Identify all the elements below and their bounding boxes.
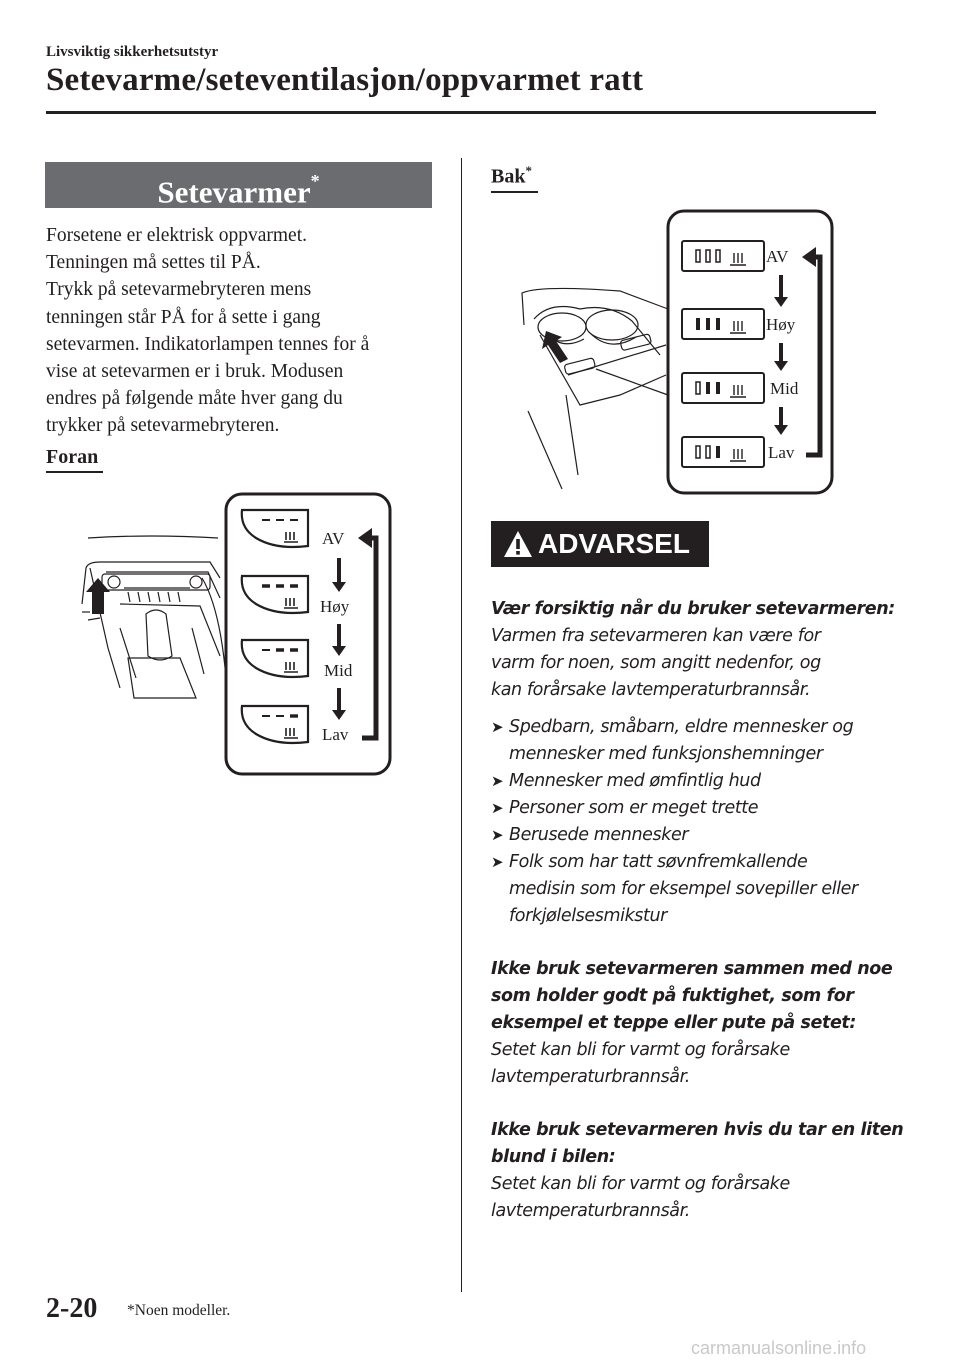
rear-subheading	[491, 163, 532, 189]
front-pointer-arrow	[86, 578, 110, 614]
section-heading	[45, 162, 432, 208]
warning-bullet: ➤ Folk som har tatt søvnfremkallende	[491, 849, 881, 876]
bullet-arrow-icon: ➤	[491, 718, 504, 736]
warning-line: varm for noen, som angitt nedenfor, og	[491, 653, 821, 673]
warning-bullet: ➤ Personer som er meget trette	[491, 795, 881, 822]
warning-heading: Ikke bruk setevarmeren hvis du tar en liten	[491, 1120, 904, 1140]
warning-label: ADVARSEL	[538, 528, 690, 559]
header-rule	[46, 111, 876, 114]
rear-mode-label-lav: Lav	[768, 443, 795, 462]
intro-line: Forsetene er elektrisk oppvarmet.	[46, 225, 307, 246]
warning-bullet: ➤ Berusede mennesker	[491, 822, 881, 849]
warning-heading: som holder godt på fuktighet, som for	[491, 986, 854, 1006]
rear-switch-illustration	[520, 205, 840, 497]
rear-mode-label-hoy: Høy	[766, 315, 796, 334]
warning-triangle-icon	[503, 530, 533, 558]
intro-line: endres på følgende måte hver gang du	[46, 388, 343, 410]
intro-line: setevarmen. Indikatorlampen tennes for å	[46, 333, 370, 355]
intro-line: Trykk på setevarmebryteren mens	[46, 279, 312, 301]
rear-switch-av	[682, 241, 764, 271]
bullet-arrow-icon: ➤	[491, 772, 504, 790]
rear-switch-lav	[682, 437, 764, 467]
warning-bullet: ➤ Spedbarn, småbarn, eldre mennesker og	[491, 714, 881, 741]
chapter-title: Setevarme/seteventilasjon/oppvarmet ratt	[46, 62, 644, 98]
column-divider	[461, 158, 462, 1292]
rear-switch-mid	[682, 373, 764, 403]
warning-banner	[491, 521, 709, 567]
rear-mode-label-av: AV	[766, 247, 789, 266]
rear-subheading-text: Bak	[491, 165, 526, 188]
warning-line: lavtemperaturbrannsår.	[491, 1201, 690, 1221]
intro-line: trykker på setevarmebryteren.	[46, 415, 280, 437]
front-console-drawing	[82, 536, 220, 698]
bullet-arrow-icon: ➤	[491, 853, 504, 871]
subheading-underline	[491, 191, 538, 193]
intro-line: vise at setevarmen er i bruk. Modusen	[46, 361, 344, 383]
front-subheading-text: Foran	[46, 446, 99, 468]
front-mode-label-lav: Lav	[322, 725, 349, 744]
front-subheading	[46, 446, 98, 469]
section-heading-text: Setevarmer	[157, 174, 311, 210]
warning-heading: blund i bilen:	[491, 1147, 616, 1167]
warning-heading: Vær forsiktig når du bruker setevarmeren:	[491, 599, 895, 619]
warning-bullet-continuation: forkjølelsesmikstur	[509, 906, 667, 926]
warning-line: Setet kan bli for varmt og forårsake	[491, 1040, 790, 1060]
warning-line: kan forårsake lavtemperaturbrannsår.	[491, 680, 811, 700]
page-number: 2-20	[46, 1293, 98, 1324]
warning-bullet-continuation: medisin som for eksempel sovepiller eller	[509, 879, 858, 899]
front-leader-line	[202, 578, 226, 678]
rear-mode-label-mid: Mid	[770, 379, 799, 398]
rear-leader-line	[596, 369, 668, 395]
bullet-arrow-icon: ➤	[491, 799, 504, 817]
intro-line: Tenningen må settes til PÅ.	[46, 252, 261, 274]
watermark: carmanualsonline.info	[691, 1338, 867, 1358]
section-label: Livsviktig sikkerhetsutstyr	[46, 44, 219, 60]
rear-switch-hoy	[682, 309, 764, 339]
warning-heading: Ikke bruk setevarmeren sammen med noe	[491, 959, 893, 979]
rear-console-drawing	[522, 288, 668, 489]
footnote-mark: *	[525, 163, 532, 178]
warning-line: lavtemperaturbrannsår.	[491, 1067, 690, 1087]
bullet-arrow-icon: ➤	[491, 826, 504, 844]
warning-bullet-continuation: mennesker med funksjonshemninger	[509, 744, 823, 764]
warning-heading: eksempel et teppe eller pute på setet:	[491, 1013, 856, 1033]
warning-content	[491, 596, 904, 1225]
front-mode-label-av: AV	[322, 529, 345, 548]
warning-bullet: ➤ Mennesker med ømfintlig hud	[491, 768, 881, 795]
warning-line: Varmen fra setevarmeren kan være for	[491, 626, 821, 646]
warning-line: Setet kan bli for varmt og forårsake	[491, 1174, 790, 1194]
front-mode-label-hoy: Høy	[320, 597, 350, 616]
front-switch-illustration	[80, 488, 400, 780]
footnote: *Noen modeller.	[127, 1302, 231, 1319]
footnote-mark: *	[310, 171, 320, 191]
intro-text	[46, 222, 436, 440]
rear-pointer-arrow	[542, 331, 568, 363]
intro-line: tenningen står PÅ for å sette i gang	[46, 306, 321, 328]
front-mode-label-mid: Mid	[324, 661, 353, 680]
subheading-underline	[46, 471, 103, 473]
